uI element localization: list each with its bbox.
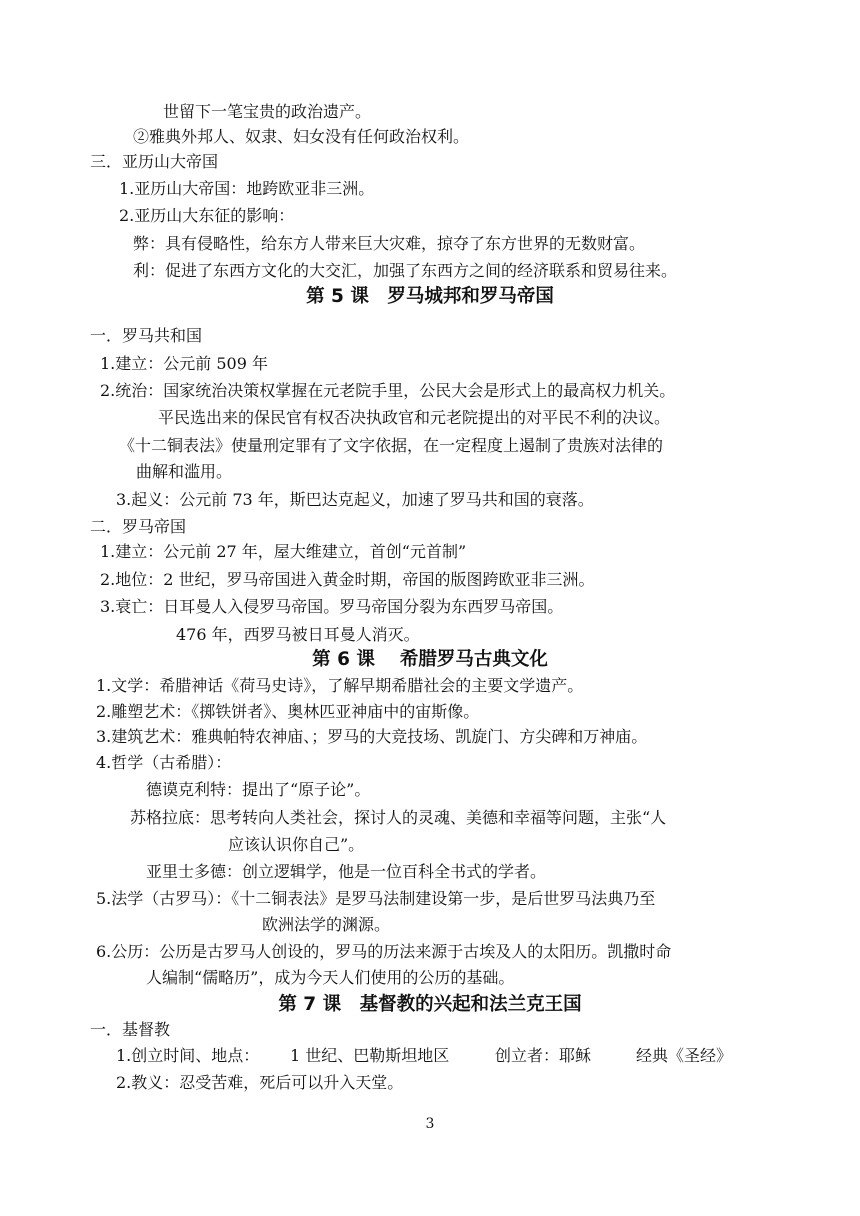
section-heading: 一．基督教 xyxy=(90,1020,171,1039)
text-line: 欧洲法学的渊源。 xyxy=(262,915,391,934)
text-line: 5.法学（古罗马）：《十二铜表法》是罗马法制建设第一步，是后世罗马法典乃至 xyxy=(96,889,656,908)
text-line: 1.亚历山大帝国：地跨欧亚非三洲。 xyxy=(119,179,375,198)
text-line: 创立者：耶稣 xyxy=(495,1046,592,1065)
text-line: ②雅典外邦人、奴隶、妇女没有任何政治权利。 xyxy=(133,127,470,146)
text-line: 《十二铜表法》使量刑定罪有了文字依据，在一定程度上遏制了贵族对法律的 xyxy=(119,436,664,455)
text-line: 476 年，西罗马被日耳曼人消灭。 xyxy=(176,625,420,644)
text-line: 1.创立时间、地点： xyxy=(116,1046,260,1065)
text-line: 弊：具有侵略性，给东方人带来巨大灾难，掠夺了东方世界的无数财富。 xyxy=(133,234,646,253)
text-line: 2.统治：国家统治决策权掌握在元老院手里，公民大会是形式上的最高权力机关。 xyxy=(100,381,676,400)
lesson-heading: 第 5 课 罗马城邦和罗马帝国 xyxy=(306,286,554,307)
text-line: 平民选出来的保民官有权否决执政官和元老院提出的对平民不利的决议。 xyxy=(158,408,671,427)
lesson-heading: 第 7 课 基督教的兴起和法兰克王国 xyxy=(278,994,582,1015)
text-line: 苏格拉底：思考转向人类社会，探讨人的灵魂、美德和幸福等问题，主张“人 xyxy=(130,808,667,827)
text-line: 世留下一笔宝贵的政治遗产。 xyxy=(163,102,372,121)
text-line: 曲解和滥用。 xyxy=(136,462,233,481)
text-line: 4.哲学（古希腊）： xyxy=(96,753,232,772)
page-number: 3 xyxy=(425,1116,435,1132)
text-line: 2.雕塑艺术：《掷铁饼者》、奥林匹亚神庙中的宙斯像。 xyxy=(96,702,480,721)
text-line: 1.建立：公元前 27 年，屋大维建立，首创“元首制” xyxy=(100,542,467,561)
text-line: 亚里士多德：创立逻辑学，他是一位百科全书式的学者。 xyxy=(146,862,547,881)
section-heading: 一．罗马共和国 xyxy=(90,326,203,345)
text-line: 2.教义：忍受苦难，死后可以升入天堂。 xyxy=(116,1073,404,1092)
text-line: 利：促进了东西方文化的大交汇，加强了东西方之间的经济联系和贸易往来。 xyxy=(133,261,678,280)
text-line: 经典《圣经》 xyxy=(636,1046,733,1065)
text-line: 1 世纪、巴勒斯坦地区 xyxy=(290,1046,450,1065)
lesson-heading: 第 6 课 希腊罗马古典文化 xyxy=(312,649,548,670)
text-line: 3.建筑艺术：雅典帕特农神庙、；罗马的大竞技场、凯旋门、方尖碑和万神庙。 xyxy=(96,727,648,746)
text-line: 1.文学：希腊神话《荷马史诗》，了解早期希腊社会的主要文学遗产。 xyxy=(96,676,584,695)
text-line: 3.衰亡：日耳曼人入侵罗马帝国。罗马帝国分裂为东西罗马帝国。 xyxy=(100,597,564,616)
text-line: 2.亚历山大东征的影响： xyxy=(119,206,295,225)
section-heading: 三．亚历山大帝国 xyxy=(90,152,219,171)
section-heading: 二．罗马帝国 xyxy=(90,517,187,536)
text-line: 人编制“儒略历”，成为今天人们使用的公历的基础。 xyxy=(146,968,515,987)
text-line: 2.地位：2 世纪，罗马帝国进入黄金时期，帝国的版图跨欧亚非三洲。 xyxy=(100,570,595,589)
text-line: 6.公历：公历是古罗马人创设的，罗马的历法来源于古埃及人的太阳历。凯撒时命 xyxy=(96,942,672,961)
text-line: 德谟克利特：提出了“原子论”。 xyxy=(146,780,371,799)
text-line: 1.建立：公元前 509 年 xyxy=(100,354,268,373)
text-line: 应该认识你自己”。 xyxy=(228,835,365,854)
text-line: 3.起义：公元前 73 年，斯巴达克起义，加速了罗马共和国的衰落。 xyxy=(116,490,594,509)
